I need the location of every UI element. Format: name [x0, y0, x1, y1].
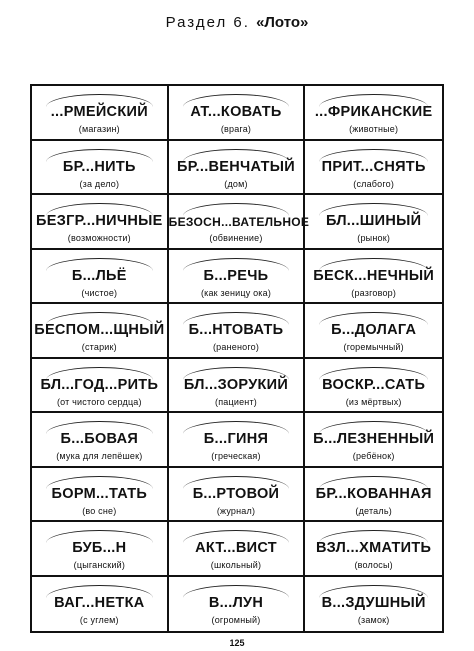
- lotto-card: [32, 86, 169, 141]
- card-word: БЕЗГР...НИЧНЫЕ: [36, 213, 163, 229]
- lotto-card: [305, 250, 442, 305]
- lotto-card: [169, 577, 306, 632]
- lotto-card: [305, 86, 442, 141]
- card-word: ВАГ...НЕТКА: [54, 594, 145, 611]
- lotto-card: [32, 250, 169, 305]
- card-word: Б...ГИНЯ: [203, 431, 269, 447]
- lotto-card: [305, 141, 442, 196]
- card-word: Б...ДОЛАГА: [331, 322, 417, 338]
- card-word: БЕСК...НЕЧНЫЙ: [313, 267, 435, 284]
- card-hint: (во сне): [82, 505, 117, 516]
- card-word: ВЗЛ...ХМАТИТЬ: [316, 540, 432, 556]
- card-word: БУБ...Н: [72, 540, 127, 556]
- card-word: БР...ВЕНЧАТЫЙ: [177, 158, 295, 175]
- card-hint: (рынок): [357, 233, 391, 243]
- lotto-card: [32, 304, 169, 359]
- card-word: В...ЗДУШНЫЙ: [321, 594, 426, 611]
- card-hint: (животные): [349, 124, 399, 134]
- card-hint: (из мёртвых): [345, 396, 402, 407]
- lotto-card: [169, 359, 306, 414]
- card-hint: (журнал): [216, 505, 256, 516]
- card-word: Б...РЕЧЬ: [203, 267, 269, 284]
- lotto-card: [305, 522, 442, 577]
- card-word: В...ЛУН: [208, 594, 264, 611]
- lotto-card: [305, 359, 442, 414]
- card-word: Б...РТОВОЙ: [192, 485, 280, 502]
- lotto-card: [32, 577, 169, 632]
- lotto-card: [32, 195, 169, 250]
- page-number: 125: [229, 638, 245, 648]
- card-hint: (старик): [81, 342, 117, 352]
- lotto-card: [305, 577, 442, 632]
- card-hint: (обвинение): [209, 233, 263, 243]
- lotto-card: [305, 413, 442, 468]
- card-word: БЛ...ШИНЫЙ: [325, 213, 422, 229]
- lotto-card-grid: [30, 84, 444, 633]
- section-prefix: Раздел 6.: [165, 14, 257, 31]
- card-hint: (как зеницу ока): [200, 287, 272, 298]
- card-hint: (цыганский): [73, 560, 126, 570]
- lotto-card: [32, 359, 169, 414]
- card-hint: (раненого): [212, 342, 260, 352]
- card-hint: (врага): [220, 124, 252, 134]
- card-hint: (огромный): [211, 614, 261, 625]
- card-word: АТ...КОВАТЬ: [190, 104, 282, 120]
- section-name: «Лото»: [256, 14, 309, 31]
- lotto-card: [168, 195, 310, 250]
- lotto-card: [169, 468, 306, 523]
- lotto-card: [169, 413, 306, 468]
- card-hint: (горемычный): [343, 342, 404, 352]
- card-hint: (ребёнок): [352, 451, 395, 461]
- lotto-card: [32, 413, 169, 468]
- card-hint: (греческая): [211, 451, 261, 461]
- lotto-card: [32, 141, 169, 196]
- card-word: БОРМ...ТАТЬ: [51, 485, 148, 502]
- card-word: БЕСПОМ...ЩНЫЙ: [34, 322, 165, 338]
- card-word: ВОСКР...САТЬ: [322, 376, 426, 393]
- card-word: ПРИТ...СНЯТЬ: [321, 158, 426, 175]
- card-word: БР...НИТЬ: [62, 158, 136, 175]
- lotto-card: [305, 468, 442, 523]
- card-hint: (чистое): [81, 287, 118, 298]
- card-hint: (замок): [357, 614, 390, 625]
- lotto-card: [305, 304, 442, 359]
- lotto-card: [32, 468, 169, 523]
- card-hint: (дом): [224, 178, 248, 189]
- card-hint: (от чистого сердца): [56, 396, 142, 407]
- section-title: [0, 14, 474, 31]
- card-word: Б...ЛЕЗНЕННЫЙ: [313, 431, 435, 447]
- lotto-card: [169, 250, 306, 305]
- card-hint: (возможности): [67, 233, 131, 243]
- lotto-card: [169, 522, 306, 577]
- card-word: БЛ...ЗОРУКИЙ: [183, 376, 289, 393]
- card-hint: (волосы): [354, 560, 393, 570]
- card-word: АКТ...ВИСТ: [195, 540, 277, 556]
- card-hint: (школьный): [210, 560, 262, 570]
- card-hint: (разговор): [351, 287, 397, 298]
- lotto-card: [305, 195, 442, 250]
- card-hint: (слабого): [353, 178, 395, 189]
- card-word: БЕЗОСН...ВАТЕЛЬНОЕ: [168, 215, 310, 229]
- card-hint: (за дело): [79, 178, 120, 189]
- card-hint: (пациент): [215, 396, 257, 407]
- lotto-card: [169, 304, 306, 359]
- lotto-card: [169, 86, 306, 141]
- card-word: Б...БОВАЯ: [60, 431, 139, 447]
- lotto-card: [32, 522, 169, 577]
- card-word: ...РМЕЙСКИЙ: [50, 104, 148, 120]
- card-hint: (магазин): [78, 124, 120, 134]
- lotto-card: [169, 141, 306, 196]
- card-hint: (с углем): [79, 614, 119, 625]
- card-hint: (мука для лепёшек): [56, 451, 143, 461]
- card-word: Б...НТОВАТЬ: [188, 322, 284, 338]
- card-word: Б...ЛЬЁ: [71, 267, 127, 284]
- card-word: БР...КОВАННАЯ: [315, 485, 432, 502]
- card-word: БЛ...ГОД...РИТЬ: [40, 376, 159, 393]
- card-word: ...ФРИКАНСКИЕ: [314, 104, 433, 120]
- card-hint: (деталь): [355, 505, 392, 516]
